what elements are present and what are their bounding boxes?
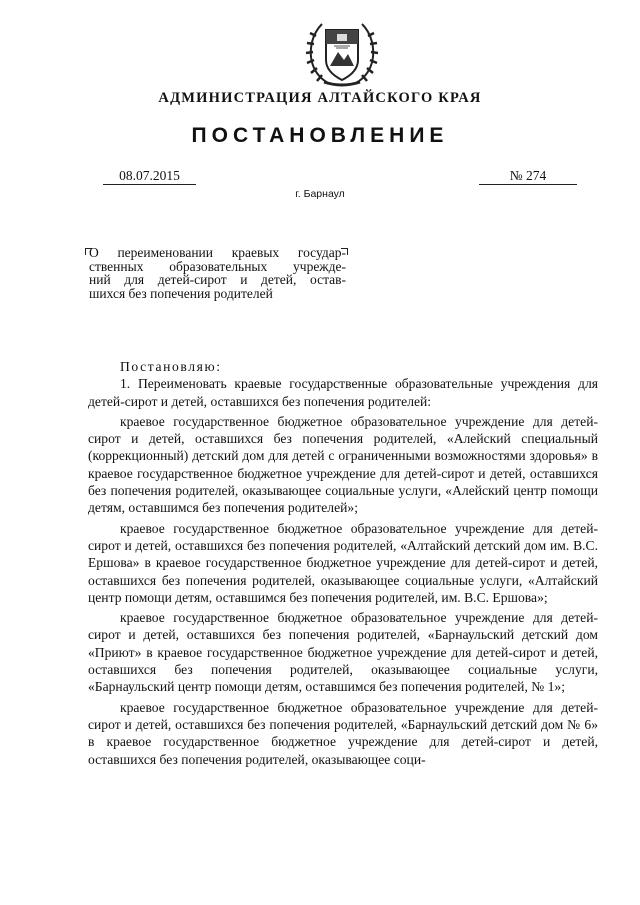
body-paragraph: краевое государственное бюджетное образовательное учреждение для детей-сирот и детей, оставшихся без попечения родителей, «Барнаульский детский дом № 6» в краевое государственное бюджетное учреждение для детей-сирот и детей, оставшихся без попечения родителей, оказывающее соци-: [88, 699, 598, 767]
body-paragraph: краевое государственное бюджетное образовательное учреждение для детей-сирот и детей, оставшихся без попечения родителей, «Алейский специальный (коррекционный) детский дом для детей с ограниченными возможностями здоровья» в краевое государственное бюджетное учреждение для детей-сирот и детей, оставшихся без попечения родителей, оказывающее социальные услуги, «Алейский центр помощи детям, оставшимся без попечения родителей»;: [88, 413, 598, 516]
decree-word: Постановляю:: [120, 359, 222, 374]
document-type-title: ПОСТАНОВЛЕНИЕ: [191, 124, 449, 147]
document-date: 08.07.2015: [103, 167, 196, 185]
document-number: № 274: [479, 167, 577, 185]
document-city: г. Барнаул: [295, 188, 345, 200]
subject-line: ний для детей-сирот и детей, остав-: [89, 272, 346, 287]
organization-title: АДМИНИСТРАЦИЯ АЛТАЙСКОГО КРАЯ: [158, 90, 482, 106]
body-paragraph: краевое государственное бюджетное образовательное учреждение для детей-сирот и детей, оставшихся без попечения родителей, «Барнаульский детский дом «Приют» в краевое государственное бюджетное учреждение для детей-сирот и детей, оставшихся без попечения родителей, оказывающее социальные услуги, «Барнаульский центр помощи детям, оставшимся без попечения родителей, № 1»;: [88, 610, 598, 695]
document-body: [88, 358, 598, 771]
subject-line: О переименовании краевых государ-: [89, 245, 346, 260]
body-paragraph: 1. Переименовать краевые государственные образовательные учреждения для детей-сирот и детей, оставшихся без попечения родителей:: [88, 376, 598, 409]
body-paragraph: краевое государственное бюджетное образовательное учреждение для детей-сирот и детей, оставшихся без попечения родителей, «Алтайский детский дом им. В.С. Ершова» в краевое государственное бюджетное учреждение для детей-сирот и детей, оставшихся без попечения родителей, оказывающее социальные услуги, «Алтайский центр помощи детям, оставшимся без попечения родителей, им. В.С. Ершова»;: [88, 520, 598, 605]
document-subject: [89, 246, 346, 300]
subject-line: шихся без попечения родителей: [89, 285, 273, 301]
coat-of-arms-emblem: [300, 14, 384, 90]
subject-line: ственных образовательных учрежде-: [89, 258, 346, 274]
